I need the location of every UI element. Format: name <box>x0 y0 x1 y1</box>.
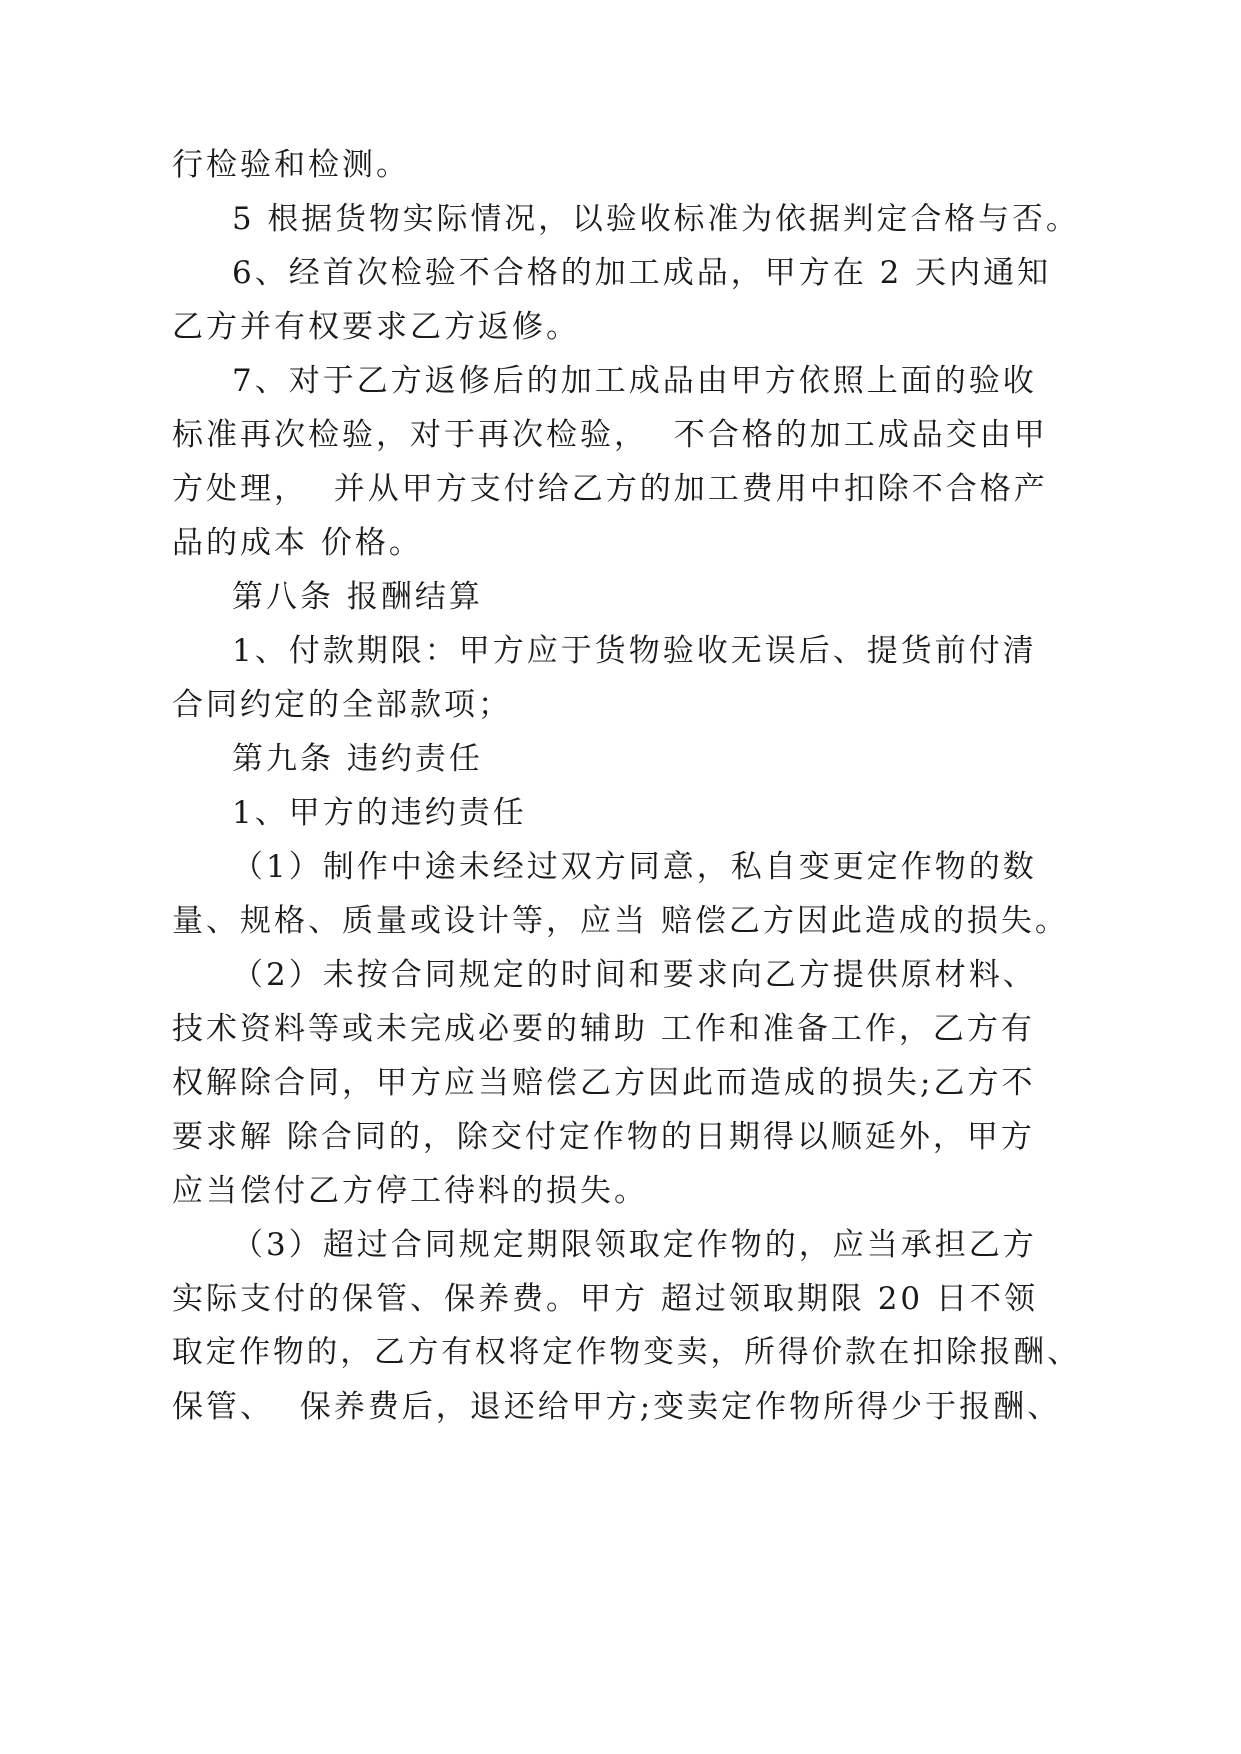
text-line: 1、甲方的违约责任 <box>232 795 527 831</box>
text-line: 方处理， 并从甲方支付给乙方的加工费用中扣除不合格产 <box>172 471 1048 507</box>
text-line: 权解除合同，甲方应当赔偿乙方因此而造成的损失;乙方不 <box>172 1065 1036 1101</box>
text-line: （2）未按合同规定的时间和要求向乙方提供原材料、 <box>232 957 1037 993</box>
text-line: 品的成本 价格。 <box>172 525 423 561</box>
text-line: 量、规格、质量或设计等，应当 赔偿乙方因此造成的损失。 <box>172 903 1069 939</box>
text-line: （3）超过合同规定期限领取定作物的，应当承担乙方 <box>232 1227 1037 1263</box>
text-line: 保管、 保养费后，退还给甲方;变卖定作物所得少于报酬、 <box>172 1389 1062 1425</box>
text-line: 标准再次检验，对于再次检验， 不合格的加工成品交由甲 <box>172 417 1048 453</box>
text-line: 乙方并有权要求乙方返修。 <box>172 309 580 345</box>
text-line: 5 根据货物实际情况，以验收标准为依据判定合格与否。 <box>232 201 1080 237</box>
text-line: （1）制作中途未经过双方同意，私自变更定作物的数 <box>232 849 1037 885</box>
text-line: 取定作物的，乙方有权将定作物变卖，所得价款在扣除报酬、 <box>172 1335 1081 1370</box>
text-line: 要求解 除合同的，除交付定作物的日期得以顺延外，甲方 <box>172 1119 1035 1155</box>
text-line: 实际支付的保管、保养费。甲方 超过领取期限 20 日不领 <box>172 1281 1039 1317</box>
text-line: 6、经首次检验不合格的加工成品，甲方在 2 天内通知 <box>232 255 1052 291</box>
section-heading: 第八条 报酬结算 <box>232 579 483 615</box>
text-line: 技术资料等或未完成必要的辅助 工作和准备工作，乙方有 <box>172 1011 1035 1047</box>
text-line: 应当偿付乙方停工待料的损失。 <box>172 1173 648 1209</box>
text-line: 合同约定的全部款项； <box>172 687 512 723</box>
text-line: 7、对于乙方返修后的加工成品由甲方依照上面的验收 <box>232 363 1037 399</box>
text-line: 1、付款期限：甲方应于货物验收无误后、提货前付清 <box>232 633 1037 669</box>
section-heading: 第九条 违约责任 <box>232 741 483 777</box>
text-line: 行检验和检测。 <box>172 147 410 183</box>
